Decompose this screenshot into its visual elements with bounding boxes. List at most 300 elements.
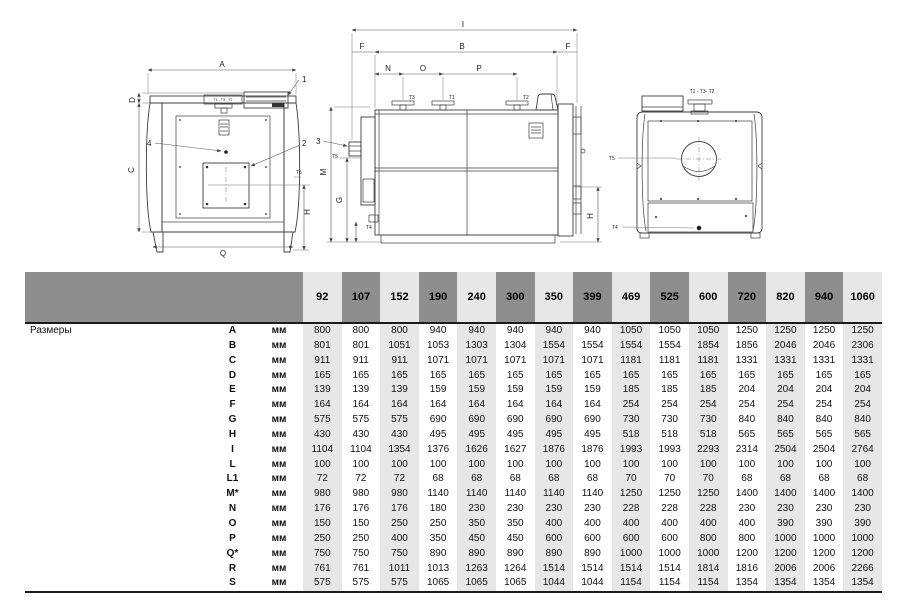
value-cell: 1354 — [735, 577, 758, 589]
value-cell: 565 — [738, 428, 756, 440]
value-cell: 165 — [661, 369, 678, 381]
value-cell: 450 — [506, 532, 524, 544]
value-cell: 70 — [612, 472, 651, 487]
value-cell: 230 — [815, 503, 833, 515]
value-cell: 801 — [303, 339, 342, 354]
unit-label: мм — [271, 399, 287, 411]
value-cell: 164 — [303, 398, 342, 413]
value-cell: 430 — [380, 428, 419, 443]
unit-label: мм — [271, 458, 287, 470]
value-cell: 185 — [612, 383, 651, 398]
unit-label: мм — [271, 443, 287, 455]
row-group-label — [25, 413, 210, 428]
value-cell: 164 — [584, 399, 601, 411]
value-cell: 800 — [738, 532, 756, 544]
dim-h-side-label: H — [586, 213, 595, 219]
value-cell: 690 — [584, 414, 601, 426]
dim-q-label: Q — [219, 249, 227, 258]
value-cell: 1050 — [612, 324, 651, 339]
model-column-header-152: 152 — [380, 272, 419, 322]
value-cell: 100 — [766, 458, 805, 473]
value-cell: 495 — [535, 428, 574, 443]
value-cell: 185 — [689, 383, 728, 398]
value-cell: 1065 — [457, 576, 496, 591]
value-cell: 940 — [584, 325, 601, 336]
value-cell: 761 — [303, 562, 342, 577]
value-cell: 254 — [689, 398, 728, 413]
unit-label: мм — [271, 325, 287, 336]
value-cell: 164 — [506, 399, 524, 411]
value-cell: 1140 — [581, 488, 604, 500]
value-cell: 1140 — [535, 487, 574, 502]
row-group-label — [25, 339, 210, 354]
callout-1: 1 — [302, 75, 307, 84]
unit-label: мм — [271, 577, 287, 589]
value-cell: 2306 — [843, 339, 882, 354]
port-t2 — [506, 95, 529, 110]
value-cell: 165 — [612, 369, 651, 384]
value-cell: 761 — [352, 562, 370, 574]
value-cell: 1000 — [689, 547, 728, 562]
dim-f-right-label: F — [565, 42, 571, 51]
value-cell: 940 — [429, 325, 447, 336]
dimension-letter: O — [228, 517, 237, 529]
value-cell: 350 — [457, 517, 496, 532]
thermostat-box — [204, 95, 242, 113]
value-cell: 1011 — [380, 562, 419, 577]
row-group-label — [25, 487, 210, 502]
model-column-header-820: 820 — [766, 272, 805, 322]
value-cell: 575 — [352, 414, 370, 426]
control-panel-front — [244, 92, 288, 108]
value-cell: 690 — [457, 413, 496, 428]
callout-2: 2 — [302, 139, 307, 148]
unit-label: мм — [271, 384, 287, 396]
value-cell: 2504 — [812, 443, 836, 455]
value-cell: 390 — [843, 517, 882, 532]
value-cell: 1354 — [380, 443, 419, 458]
value-cell: 100 — [506, 458, 524, 470]
port-t5-back-label: T5 — [609, 156, 615, 162]
value-cell: 1140 — [457, 487, 496, 502]
value-cell: 68 — [843, 472, 882, 487]
value-cell: 495 — [584, 428, 601, 440]
value-cell: 430 — [303, 428, 342, 443]
value-cell: 185 — [661, 384, 678, 396]
value-cell: 1554 — [535, 339, 574, 354]
value-cell: 204 — [766, 383, 805, 398]
value-cell: 350 — [429, 532, 447, 544]
value-cell: 350 — [506, 517, 524, 529]
value-cell: 690 — [535, 413, 574, 428]
dim-d-label: D — [128, 97, 137, 103]
value-cell: 840 — [843, 413, 882, 428]
value-cell: 400 — [738, 517, 756, 529]
value-cell: 100 — [380, 458, 419, 473]
value-cell: 1065 — [426, 577, 450, 589]
value-cell: 1000 — [843, 532, 882, 547]
value-cell: 1854 — [689, 339, 728, 354]
row-group-label — [25, 532, 210, 547]
value-cell: 254 — [738, 399, 756, 411]
value-cell: 1304 — [504, 339, 527, 351]
value-cell: 1876 — [535, 443, 574, 458]
value-cell: 180 — [429, 503, 447, 515]
value-cell: 164 — [535, 398, 574, 413]
technical-drawings — [0, 0, 900, 268]
value-cell: 176 — [380, 502, 419, 517]
value-cell: 204 — [738, 384, 756, 396]
value-cell: 254 — [815, 399, 833, 411]
value-cell: 890 — [429, 547, 447, 559]
value-cell: 68 — [457, 472, 496, 487]
value-cell: 164 — [457, 398, 496, 413]
row-group-label — [25, 369, 210, 384]
value-cell: 1400 — [735, 488, 758, 500]
model-column-header-190: 190 — [419, 272, 458, 322]
value-cell: 518 — [612, 428, 651, 443]
value-cell: 575 — [303, 413, 342, 428]
model-column-header-1060: 1060 — [843, 272, 882, 322]
unit-label: мм — [271, 547, 287, 559]
dim-h-front-label: H — [303, 209, 312, 215]
dim-g-label: G — [335, 196, 344, 204]
row-group-label — [25, 562, 210, 577]
value-cell: 911 — [352, 354, 369, 366]
value-cell: 1000 — [658, 547, 681, 559]
value-cell: 165 — [738, 369, 756, 381]
value-cell: 1104 — [303, 443, 342, 458]
value-cell: 1053 — [426, 339, 450, 351]
value-cell: 150 — [303, 517, 342, 532]
value-cell: 100 — [303, 458, 342, 473]
dim-o-label: O — [419, 64, 427, 73]
value-cell: 1181 — [658, 354, 681, 366]
value-cell: 565 — [843, 428, 882, 443]
value-cell: 730 — [661, 414, 678, 426]
value-cell: 2006 — [812, 562, 836, 574]
value-cell: 911 — [303, 354, 342, 369]
value-cell: 1303 — [457, 339, 496, 354]
value-cell: 565 — [766, 428, 805, 443]
value-cell: 165 — [843, 369, 882, 384]
value-cell: 165 — [352, 369, 370, 381]
value-cell: 100 — [352, 458, 370, 470]
value-cell: 750 — [352, 547, 370, 559]
value-cell: 1000 — [766, 532, 805, 547]
value-cell: 800 — [380, 324, 419, 339]
value-cell: 1354 — [766, 576, 805, 591]
value-cell: 1250 — [689, 487, 728, 502]
value-cell: 1044 — [581, 577, 604, 589]
value-cell: 1250 — [735, 325, 758, 336]
flue-outlet — [676, 137, 722, 181]
value-cell: 1200 — [812, 547, 836, 559]
value-cell: 1181 — [612, 354, 651, 369]
value-cell: 176 — [352, 503, 370, 515]
dimension-letter: R — [228, 562, 237, 574]
value-cell: 1044 — [535, 576, 574, 591]
value-cell: 68 — [741, 473, 753, 485]
unit-label: мм — [271, 339, 287, 351]
model-column-header-240: 240 — [457, 272, 496, 322]
dim-p-label: P — [476, 64, 482, 73]
value-cell: 1250 — [812, 325, 836, 336]
unit-label: мм — [271, 354, 287, 366]
value-cell: 2006 — [766, 562, 805, 577]
value-cell: 1400 — [843, 487, 882, 502]
value-cell: 495 — [457, 428, 496, 443]
value-cell: 165 — [535, 369, 574, 384]
value-cell: 100 — [429, 458, 447, 470]
value-cell: 1514 — [535, 562, 574, 577]
value-cell: 840 — [815, 414, 833, 426]
value-cell: 1814 — [689, 562, 728, 577]
value-cell: 840 — [738, 414, 756, 426]
value-cell: 1050 — [689, 324, 728, 339]
value-cell: 165 — [457, 369, 496, 384]
value-cell: 430 — [352, 428, 370, 440]
value-cell: 1140 — [504, 488, 527, 500]
value-cell: 518 — [689, 428, 728, 443]
value-cell: 228 — [661, 503, 678, 515]
row-group-label — [25, 472, 210, 487]
value-cell: 250 — [429, 517, 447, 529]
value-cell: 1013 — [426, 562, 450, 574]
value-cell: 1354 — [812, 577, 836, 589]
value-cell: 2314 — [735, 443, 758, 455]
value-cell: 1065 — [504, 577, 527, 589]
value-cell: 254 — [612, 398, 651, 413]
model-column-header-525: 525 — [650, 272, 689, 322]
value-cell: 1104 — [350, 443, 372, 455]
value-cell: 159 — [584, 384, 601, 396]
model-column-header-399: 399 — [573, 272, 612, 322]
value-cell: 1331 — [843, 354, 882, 369]
row-group-label — [25, 383, 210, 398]
value-cell: 68 — [509, 473, 521, 485]
value-cell: 1331 — [735, 354, 758, 366]
value-cell: 159 — [457, 383, 496, 398]
value-cell: 840 — [766, 413, 805, 428]
value-cell: 890 — [506, 547, 524, 559]
dimension-letter: S — [229, 577, 236, 589]
model-column-header-92: 92 — [303, 272, 342, 322]
row-group-label — [25, 354, 210, 369]
unit-label: мм — [271, 473, 287, 485]
dim-m-label: M — [319, 168, 328, 176]
value-cell: 750 — [303, 547, 342, 562]
value-cell: 165 — [429, 369, 447, 381]
value-cell: 400 — [535, 517, 574, 532]
svg-text:T3: T3 — [409, 95, 415, 101]
value-cell: 1250 — [843, 324, 882, 339]
value-cell: 1051 — [380, 339, 419, 354]
value-cell: 1354 — [843, 576, 882, 591]
side-view — [316, 20, 602, 243]
value-cell: 2046 — [812, 339, 836, 351]
value-cell: 1876 — [581, 443, 604, 455]
dim-n-label: N — [385, 64, 391, 73]
value-cell: 940 — [535, 324, 574, 339]
value-cell: 1071 — [535, 354, 574, 369]
value-cell: 1000 — [612, 547, 651, 562]
value-cell: 1993 — [612, 443, 651, 458]
value-cell: 1626 — [457, 443, 496, 458]
value-cell: 911 — [380, 354, 419, 369]
unit-label: мм — [271, 488, 287, 500]
row-group-label — [25, 398, 210, 413]
dimension-letter: C — [228, 354, 237, 366]
value-cell: 250 — [352, 532, 370, 544]
value-cell: 1263 — [457, 562, 496, 577]
value-cell: 165 — [303, 369, 342, 384]
table-header-corner — [25, 272, 303, 322]
value-cell: 254 — [843, 398, 882, 413]
value-cell: 100 — [689, 458, 728, 473]
value-cell: 1514 — [612, 562, 651, 577]
value-cell: 800 — [689, 532, 728, 547]
value-cell: 70 — [664, 473, 676, 485]
value-cell: 228 — [612, 502, 651, 517]
value-cell: 1071 — [581, 354, 604, 366]
value-cell: 1250 — [658, 488, 681, 500]
value-cell: 801 — [352, 339, 370, 351]
value-cell: 1181 — [689, 354, 728, 369]
value-cell: 1331 — [766, 354, 805, 369]
value-cell: 2266 — [843, 562, 882, 577]
value-cell: 100 — [584, 458, 601, 470]
value-cell: 980 — [352, 488, 370, 500]
value-cell: 1400 — [766, 487, 805, 502]
value-cell: 165 — [506, 369, 524, 381]
value-cell: 1816 — [735, 562, 758, 574]
value-cell: 68 — [586, 473, 599, 485]
value-cell: 70 — [689, 472, 728, 487]
value-cell: 690 — [429, 414, 447, 426]
value-cell: 165 — [766, 369, 805, 384]
value-cell: 1200 — [766, 547, 805, 562]
value-cell: 980 — [303, 487, 342, 502]
svg-text:T2: T2 — [523, 95, 529, 101]
value-cell: 164 — [429, 399, 447, 411]
dim-f-left-label: F — [359, 42, 365, 51]
dimensions-table — [25, 272, 882, 593]
value-cell: 980 — [380, 487, 419, 502]
front-view — [127, 60, 312, 258]
value-cell: 400 — [380, 532, 419, 547]
value-cell: 730 — [689, 413, 728, 428]
value-cell: 250 — [380, 517, 419, 532]
value-cell: 1554 — [581, 339, 604, 351]
back-panel-label: T1 - T3- T2 — [689, 89, 715, 95]
value-cell: 400 — [612, 517, 651, 532]
value-cell: 230 — [506, 503, 524, 515]
model-column-header-300: 300 — [496, 272, 535, 322]
value-cell: 150 — [352, 517, 370, 529]
value-cell: 940 — [457, 324, 496, 339]
model-column-header-720: 720 — [728, 272, 767, 322]
value-cell: 230 — [843, 502, 882, 517]
value-cell: 68 — [432, 473, 444, 485]
value-cell: 176 — [303, 502, 342, 517]
value-cell: 1514 — [581, 562, 604, 574]
value-cell: 228 — [689, 502, 728, 517]
value-cell: 495 — [429, 428, 447, 440]
unit-label: мм — [271, 562, 287, 574]
value-cell: 1554 — [612, 339, 651, 354]
value-cell: 400 — [661, 517, 678, 529]
value-cell: 72 — [355, 473, 367, 485]
table-body — [25, 324, 882, 593]
row-group-label — [25, 502, 210, 517]
callout-3: 3 — [316, 137, 321, 146]
value-cell: 1250 — [612, 487, 651, 502]
value-cell: 890 — [457, 547, 496, 562]
value-cell: 800 — [303, 324, 342, 339]
value-cell: 1856 — [735, 339, 758, 351]
value-cell: 450 — [457, 532, 496, 547]
value-cell: 254 — [661, 399, 678, 411]
value-cell: 730 — [612, 413, 651, 428]
value-cell: 390 — [766, 517, 805, 532]
value-cell: 575 — [352, 577, 370, 589]
row-group-label — [25, 458, 210, 473]
value-cell: 600 — [612, 532, 651, 547]
value-cell: 1993 — [658, 443, 681, 455]
value-cell: 1200 — [843, 547, 882, 562]
unit-label: мм — [271, 414, 287, 426]
value-cell: 400 — [689, 517, 728, 532]
value-cell: 100 — [457, 458, 496, 473]
value-cell: 165 — [689, 369, 728, 384]
dimension-letter: E — [229, 384, 236, 396]
value-cell: 100 — [612, 458, 651, 473]
unit-label: мм — [271, 428, 287, 440]
value-cell: 100 — [843, 458, 882, 473]
value-cell: 575 — [380, 576, 419, 591]
value-cell: 1200 — [735, 547, 758, 559]
rating-plate-sticker — [219, 120, 229, 135]
value-cell: 1250 — [766, 324, 805, 339]
value-cell: 1154 — [658, 577, 681, 589]
value-cell: 1071 — [504, 354, 527, 366]
value-cell: 100 — [661, 458, 678, 470]
value-cell: 1071 — [426, 354, 450, 366]
port-t6-label: T6 — [296, 170, 302, 176]
dimension-letter: L1 — [226, 473, 239, 485]
value-cell: 518 — [661, 428, 678, 440]
value-cell: 1376 — [426, 443, 450, 455]
value-cell: 1050 — [658, 325, 681, 336]
value-cell: 165 — [815, 369, 833, 381]
value-cell: 68 — [818, 473, 830, 485]
value-cell: 1627 — [504, 443, 527, 455]
port-t1 — [432, 95, 455, 110]
value-cell: 230 — [766, 502, 805, 517]
value-cell: 565 — [815, 428, 833, 440]
value-cell: 750 — [380, 547, 419, 562]
value-cell: 390 — [815, 517, 833, 529]
value-cell: 495 — [506, 428, 524, 440]
value-cell: 2504 — [766, 443, 805, 458]
value-cell: 100 — [738, 458, 756, 470]
value-cell: 164 — [380, 398, 419, 413]
value-cell: 890 — [535, 547, 574, 562]
dimension-letter: F — [229, 399, 236, 411]
value-cell: 159 — [535, 383, 574, 398]
port-t4-side-label: T4 — [366, 225, 372, 231]
